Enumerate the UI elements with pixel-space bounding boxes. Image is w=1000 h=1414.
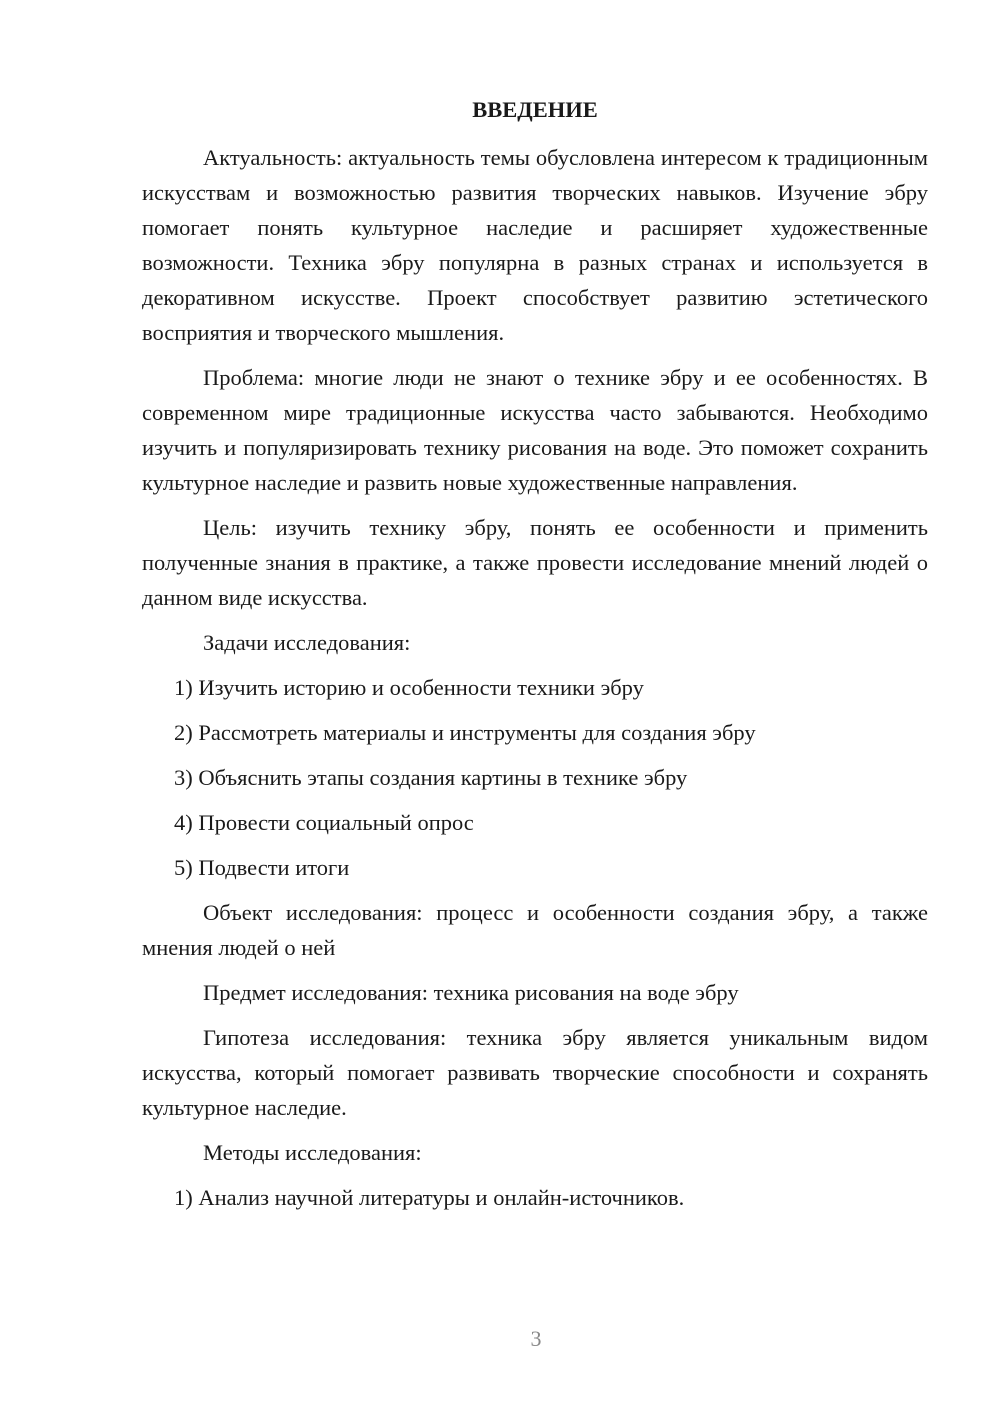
task-item: 3) Объяснить этапы создания картины в технике эбру [174, 765, 688, 790]
task-item: 5) Подвести итоги [174, 855, 350, 880]
relevance-paragraph: Актуальность: актуальность темы обусловлена интересом к традиционным искусствам и возможностью развития творческих навыков. Изучение эбру помогает понять культурное наследие и расширяет художественные возможности. Техника эбру популярна в разных странах и используется в декоративном искусстве. Проект способствует развитию эстетического восприятия и творческого мышления. [142, 145, 928, 345]
hypothesis-paragraph: Гипотеза исследования: техника эбру является уникальным видом искусства, который помогает развивать творческие способности и сохранять культурное наследие. [142, 1025, 928, 1120]
tasks-heading: Задачи исследования: [203, 630, 411, 655]
task-item: 4) Провести социальный опрос [174, 810, 474, 835]
section-title: ВВЕДЕНИЕ [472, 97, 598, 122]
task-item: 1) Изучить историю и особенности техники эбру [174, 675, 644, 700]
methods-heading: Методы исследования: [203, 1140, 422, 1165]
goal-paragraph: Цель: изучить технику эбру, понять ее особенности и применить полученные знания в практике, а также провести исследование мнений людей о данном виде искусства. [142, 515, 928, 610]
document-page [142, 90, 928, 1225]
subject-paragraph: Предмет исследования: техника рисования на воде эбру [203, 980, 739, 1005]
task-item: 2) Рассмотреть материалы и инструменты для создания эбру [174, 720, 756, 745]
page-number: 3 [530, 1326, 542, 1351]
problem-paragraph: Проблема: многие люди не знают о технике эбру и ее особенностях. В современном мире традиционные искусства часто забываются. Необходимо изучить и популяризировать технику рисования на воде. Это поможет сохранить культурное наследие и развить новые художественные направления. [142, 365, 928, 495]
object-paragraph: Объект исследования: процесс и особенности создания эбру, а также мнения людей о ней [142, 900, 928, 960]
method-item: 1) Анализ научной литературы и онлайн-источников. [174, 1185, 685, 1210]
